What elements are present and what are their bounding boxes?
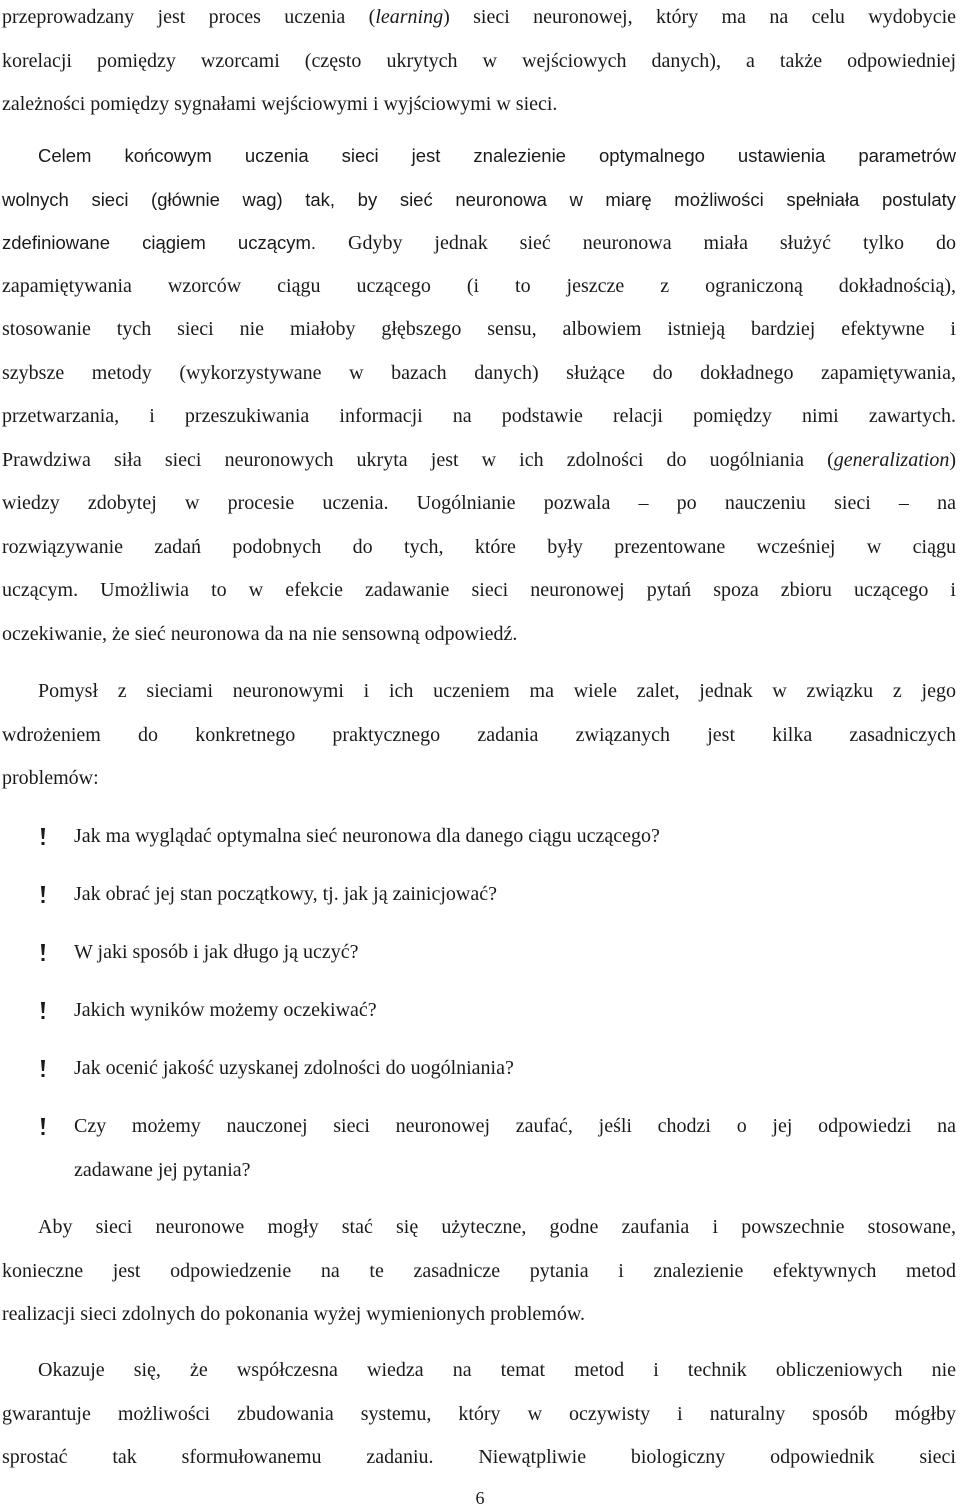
text-line: zapamiętywania wzorców ciągu uczącego (i to jeszcze z ograniczoną dokładnością), [2,274,956,297]
text-line: zdefiniowane ciągiem uczącym. Gdyby jednak sieć neuronowa miała służyć tylko do [2,232,956,254]
page-number: 6 [475,1488,485,1508]
text-line: wolnych sieci (głównie wag) tak, by sieć neuronowa w miarę możliwości spełniała postulaty [2,188,956,210]
text-line: Okazuje się, że współczesna wiedza na temat metod i technik obliczeniowych nie [38,1359,956,1381]
exclamation-bullet-icon [38,885,48,905]
list-item [2,1105,956,1192]
paragraph-3 [2,670,956,801]
list-item-text: Jak ocenić jakość uzyskanej zdolności do uogólniania? [74,1057,514,1079]
text-line: Aby sieci neuronowe mogły stać się użyteczne, godne zaufania i powszechnie stosowane, [38,1216,956,1238]
paragraph-4 [2,1206,956,1337]
text-line: wdrożeniem do konkretnego praktycznego zadania związanych jest kilka zasadniczych [2,723,956,746]
list-item-text: Czy możemy nauczonej sieci neuronowej zaufać, jeśli chodzi o jej odpowiedzi na [74,1115,956,1137]
text-line: stosowanie tych sieci nie miałoby głębszego sensu, albowiem istnieją bardziej efektywne i [2,318,956,340]
text-line: przeprowadzany jest proces uczenia (learning) sieci neuronowej, który ma na celu wydobycie [2,6,956,28]
emphasis-learning: learning [375,6,444,28]
question-list [2,815,956,1192]
text-line: konieczne jest odpowiedzenie na te zasadnicze pytania i znalezienie efektywnych metod [2,1259,956,1282]
text-line: oczekiwanie, że sieć neuronowa da na nie sensowną odpowiedź. [2,622,518,645]
list-item [2,873,956,931]
list-item-text: zadawane jej pytania? [74,1158,251,1181]
text-line: sprostać tak sformułowanemu zadaniu. Niewątpliwie biologiczny odpowiednik sieci [2,1446,956,1468]
text-line: gwarantuje możliwości zbudowania systemu, który w oczywisty i naturalny sposób mógłby [2,1402,956,1425]
list-item [2,1047,956,1105]
text-line: Celem końcowym uczenia sieci jest znalezienie optymalnego ustawienia parametrów [38,145,956,166]
exclamation-bullet-icon [38,1059,48,1079]
list-item [2,931,956,989]
text-line: realizacji sieci zdolnych do pokonania wyżej wymienionych problemów. [2,1303,585,1325]
text-line: Prawdziwa siła sieci neuronowych ukryta jest w ich zdolności do uogólniania (generalization) [2,448,956,471]
paragraph-2 [2,134,956,656]
text-line: zależności pomiędzy sygnałami wejściowymi i wyjściowymi w sieci. [2,93,558,115]
list-item-text: Jak ma wyglądać optymalna sieć neuronowa dla danego ciągu uczącego? [74,825,660,847]
list-item-text: W jaki sposób i jak długo ją uczyć? [74,941,359,963]
text-line: Pomysł z sieciami neuronowymi i ich uczeniem ma wiele zalet, jednak w związku z jego [38,680,956,702]
exclamation-bullet-icon [38,943,48,963]
list-item [2,815,956,873]
list-item-text: Jakich wyników możemy oczekiwać? [74,999,377,1021]
text-line: wiedzy zdobytej w procesie uczenia. Uogólnianie pozwala – po nauczeniu sieci – na [2,492,956,514]
exclamation-bullet-icon [38,1001,48,1021]
text-line: przetwarzania, i przeszukiwania informacji na podstawie relacji pomiędzy nimi zawartych. [2,405,956,427]
exclamation-bullet-icon [38,1117,48,1137]
exclamation-bullet-icon [38,827,48,847]
text-line: korelacji pomiędzy wzorcami (często ukrytych w wejściowych danych), a także odpowiedniej [2,49,956,72]
text-line: rozwiązywanie zadań podobnych do tych, które były prezentowane wcześniej w ciągu [2,535,956,558]
text-line: uczącym. Umożliwia to w efekcie zadawanie sieci neuronowej pytań spoza zbioru uczącego i [2,579,956,601]
emphasis-generalization: generalization [833,448,950,471]
paragraph-1 [2,0,956,127]
list-item [2,989,956,1047]
text-line: problemów: [2,767,99,789]
list-item-text: Jak obrać jej stan początkowy, tj. jak ją zainicjować? [74,883,497,905]
paragraph-5 [2,1349,956,1480]
text-line: szybsze metody (wykorzystywane w bazach danych) służące do dokładnego zapamiętywania, [2,361,956,384]
